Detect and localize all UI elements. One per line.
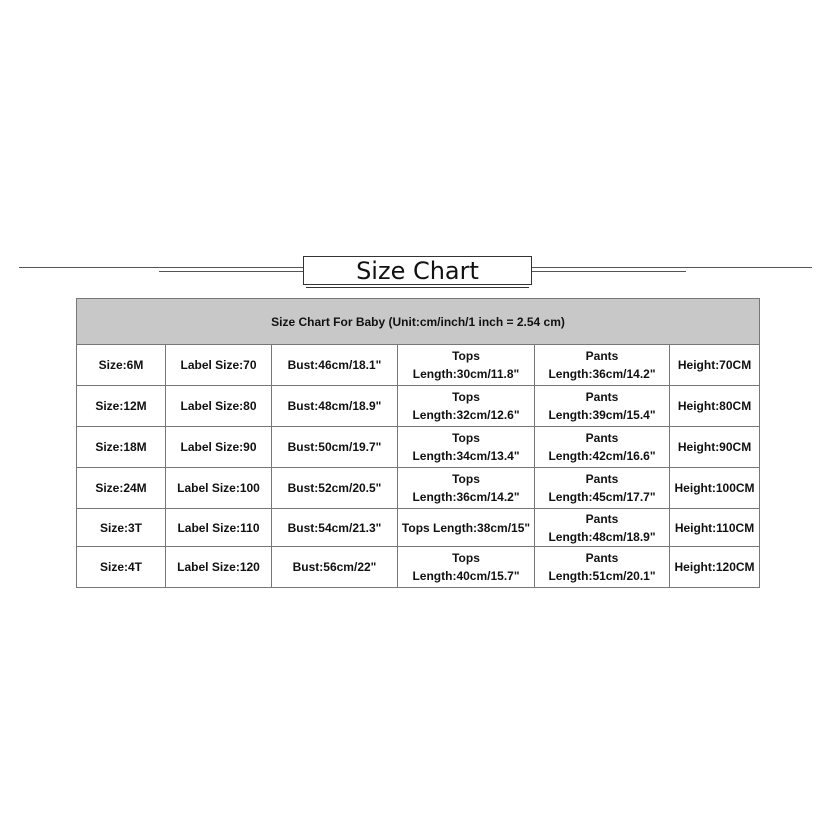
tops-1-text: Tops xyxy=(452,431,480,445)
tops-2-text: Length:32cm/12.6" xyxy=(412,408,520,422)
pants-2-text: Length:45cm/17.7" xyxy=(548,490,656,504)
height-text: Height:100CM xyxy=(674,481,755,495)
size-text: Size:24M xyxy=(95,481,147,495)
bust-text: Bust:54cm/21.3" xyxy=(287,520,382,535)
size-text: Size:4T xyxy=(99,560,142,574)
bust-text: Bust:56cm/22" xyxy=(292,560,377,574)
size-cell xyxy=(77,386,166,427)
tops-length-cell xyxy=(398,468,535,509)
pants-length-cell xyxy=(535,509,670,547)
size-cell xyxy=(77,547,166,588)
table-row xyxy=(77,509,760,547)
caption-row xyxy=(77,299,760,345)
size-cell xyxy=(77,509,166,547)
pants-length-cell xyxy=(535,345,670,386)
table-row xyxy=(77,345,760,386)
tops-2-text: Length:40cm/15.7" xyxy=(412,569,520,583)
height-cell xyxy=(670,427,760,468)
height-cell xyxy=(670,345,760,386)
tops-2-text: Length:36cm/14.2" xyxy=(412,490,520,504)
title-rule-left-outer xyxy=(19,267,303,268)
pants-1-text: Pants xyxy=(585,472,619,486)
bust-text: Bust:50cm/19.7" xyxy=(287,440,382,454)
tops-length-cell xyxy=(398,386,535,427)
label-size-cell xyxy=(166,427,272,468)
pants-2-text: Length:48cm/18.9" xyxy=(548,529,656,544)
pants-length-cell xyxy=(535,547,670,588)
pants-length-cell xyxy=(535,386,670,427)
size-text: Size:6M xyxy=(98,358,144,372)
bust-text: Bust:52cm/20.5" xyxy=(287,481,382,495)
tops-1-text: Tops xyxy=(452,472,480,486)
bust-text: Bust:48cm/18.9" xyxy=(287,399,382,413)
height-text: Height:120CM xyxy=(674,560,755,574)
height-cell xyxy=(670,547,760,588)
label-size-cell xyxy=(166,386,272,427)
table-row xyxy=(77,547,760,588)
height-text: Height:90CM xyxy=(677,440,752,454)
title-rule-left-inner xyxy=(159,271,303,272)
label-size-cell xyxy=(166,468,272,509)
label-size-cell xyxy=(166,345,272,386)
size-cell xyxy=(77,468,166,509)
table-row xyxy=(77,427,760,468)
height-cell xyxy=(670,386,760,427)
pants-2-text: Length:39cm/15.4" xyxy=(548,408,656,422)
label-size-cell xyxy=(166,547,272,588)
tops-1-text: Tops xyxy=(452,551,480,565)
size-cell xyxy=(77,345,166,386)
bust-cell xyxy=(272,468,398,509)
pants-1-text: Pants xyxy=(585,349,619,363)
tops-1-text: Tops xyxy=(452,349,480,363)
label-text: Label Size:110 xyxy=(177,520,260,535)
pants-2-text: Length:42cm/16.6" xyxy=(548,449,656,463)
height-cell xyxy=(670,468,760,509)
page-title: Size Chart xyxy=(303,256,532,285)
pants-1-text: Pants xyxy=(585,431,619,445)
size-text: Size:18M xyxy=(95,440,147,454)
label-text: Label Size:70 xyxy=(180,358,257,372)
pants-1-text: Pants xyxy=(585,390,619,404)
bust-cell xyxy=(272,509,398,547)
pants-length-cell xyxy=(535,427,670,468)
pants-2-text: Length:36cm/14.2" xyxy=(548,367,656,381)
table-row xyxy=(77,386,760,427)
size-chart-table xyxy=(76,298,760,588)
pants-1-text: Pants xyxy=(585,511,619,526)
tops-2-text: Length:30cm/11.8" xyxy=(412,367,520,381)
tops-1-text: Tops xyxy=(452,390,480,404)
pants-length-cell xyxy=(535,468,670,509)
pants-2-text: Length:51cm/20.1" xyxy=(548,569,656,583)
title-rule-right-outer xyxy=(532,267,812,268)
bust-cell xyxy=(272,345,398,386)
label-text: Label Size:90 xyxy=(180,440,257,454)
tops-length-cell xyxy=(398,547,535,588)
size-text: Size:12M xyxy=(95,399,147,413)
bust-cell xyxy=(272,547,398,588)
bust-cell xyxy=(272,427,398,468)
table-row xyxy=(77,468,760,509)
size-text: Size:3T xyxy=(99,520,142,535)
height-cell xyxy=(670,509,760,547)
table-caption: Size Chart For Baby (Unit:cm/inch/1 inch = 2.54 cm) xyxy=(77,299,760,345)
height-text: Height:80CM xyxy=(677,399,752,413)
tops-length-cell xyxy=(398,427,535,468)
tops-1-text: Tops Length:38cm/15" xyxy=(401,520,531,535)
height-text: Height:110CM xyxy=(674,520,755,535)
bust-cell xyxy=(272,386,398,427)
label-text: Label Size:120 xyxy=(177,560,260,574)
tops-length-cell xyxy=(398,345,535,386)
label-text: Label Size:80 xyxy=(180,399,257,413)
height-text: Height:70CM xyxy=(677,358,752,372)
size-cell xyxy=(77,427,166,468)
tops-length-cell xyxy=(398,509,535,547)
label-text: Label Size:100 xyxy=(177,481,260,495)
pants-1-text: Pants xyxy=(585,551,619,565)
title-rule-right-inner xyxy=(532,271,686,272)
bust-text: Bust:46cm/18.1" xyxy=(287,358,382,372)
tops-2-text: Length:34cm/13.4" xyxy=(412,449,520,463)
label-size-cell xyxy=(166,509,272,547)
